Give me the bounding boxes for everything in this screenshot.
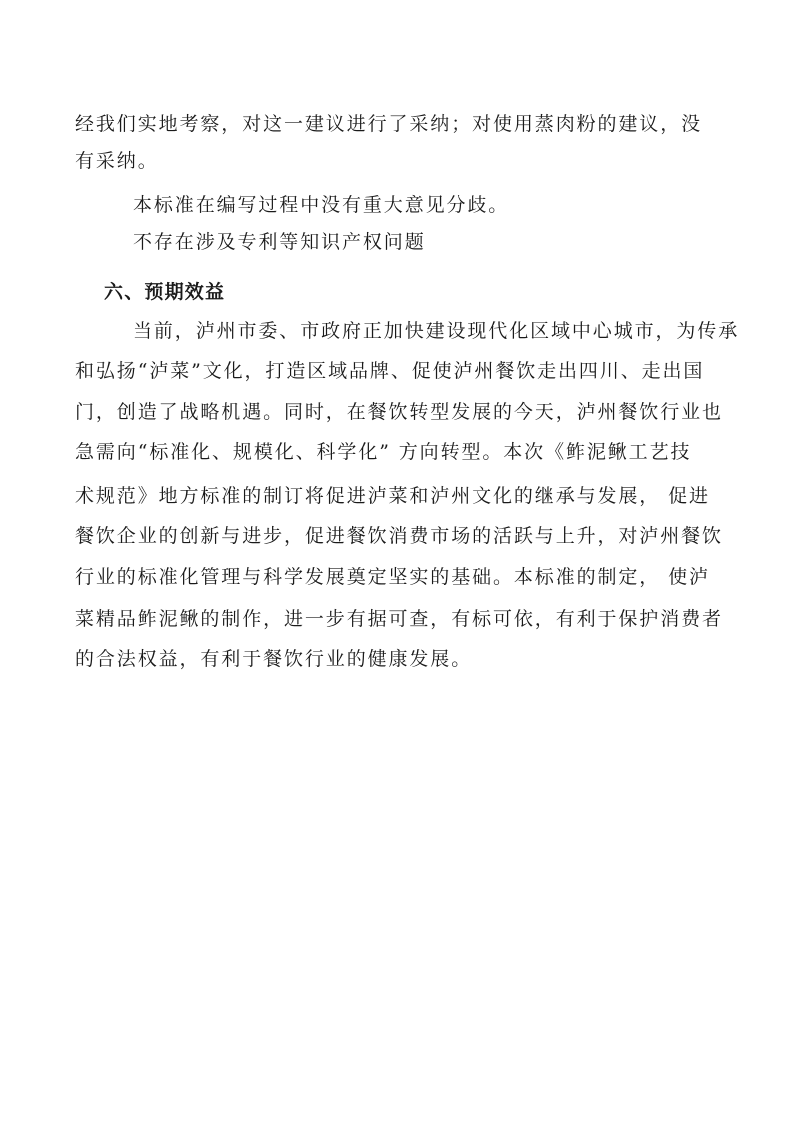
paragraph-line: 经我们实地考察，对这一建议进行了采纳；对使用蒸肉粉的建议，没 [75,113,703,135]
paragraph-line: 急需向“标准化、规模化、科学化” 方向转型。本次《鲊泥鳅工艺技 [75,441,692,463]
paragraph-line: 门，创造了战略机遇。同时，在餐饮转型发展的今天，泸州餐饮行业也 [75,401,723,423]
paragraph-line: 的合法权益，有利于餐饮行业的健康发展。 [75,648,473,670]
paragraph-line: 餐饮企业的创新与进步，促进餐饮消费市场的活跃与上升，对泸州餐饮 [75,525,723,547]
paragraph-line: 当前，泸州市委、市政府正加快建设现代化区域中心城市，为传承 [133,320,740,342]
paragraph-line: 术规范》地方标准的制订将促进泸菜和泸州文化的继承与发展， 促进 [75,485,710,507]
paragraph-line: 有采纳。 [75,150,159,172]
note-line: 本标准在编写过程中没有重大意见分歧。 [133,194,510,216]
paragraph-line: 和弘扬“泸菜”文化，打造区域品牌、促使泸州餐饮走出四川、走出国 [75,360,705,382]
paragraph-line: 行业的标准化管理与科学发展奠定坚实的基础。本标准的制定， 使泸 [75,566,710,588]
paragraph-line: 菜精品鲊泥鳅的制作，进一步有据可查，有标可依，有利于保护消费者 [75,608,723,630]
section-heading: 六、预期效益 [104,281,226,303]
note-line: 不存在涉及专利等知识产权问题 [133,231,426,253]
